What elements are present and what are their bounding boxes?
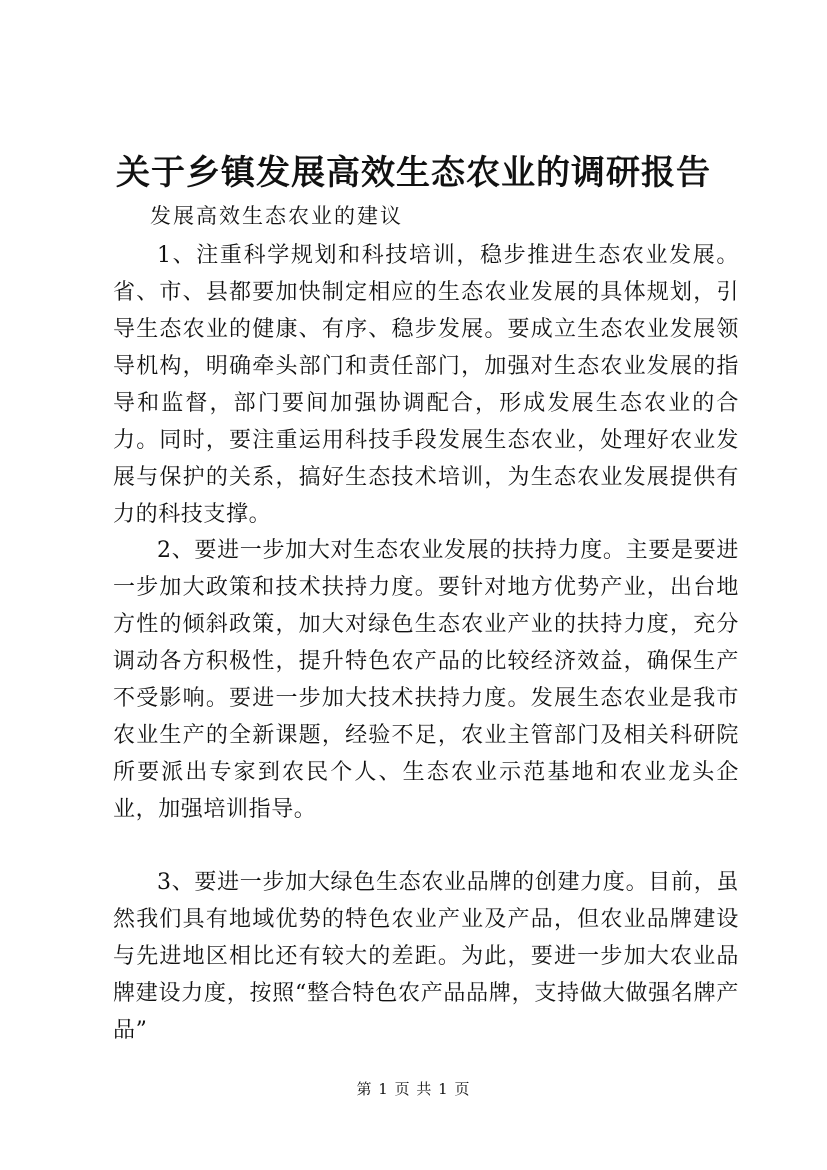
paragraph-1: 1、注重科学规划和科技培训，稳步推进生态农业发展。省、市、县都要加快制定相应的生态农业发展的具体规划，引导生态农业的健康、有序、稳步发展。要成立生态农业发展领导机构，明确牵头部门和责任部门，加强对生态农业发展的指导和监督，部门要间加强协调配合，形成发展生态农业的合力。同时，要注重运用科技手段发展生态农业，处理好农业发展与保护的关系，搞好生态技术培训，为生态农业发展提供有力的科技支撑。 <box>113 243 739 527</box>
paragraph-3: 3、要进一步加大绿色生态农业品牌的创建力度。目前，虽然我们具有地域优势的特色农业产业及产品，但农业品牌建设与先进地区相比还有较大的差距。为此，要进一步加大农业品牌建设力度，按照“整合特色农产品品牌，支持做大做强名牌产品” <box>113 870 739 1043</box>
page-footer: 第 1 页 共 1 页 <box>356 1080 471 1098</box>
paragraph-1-block <box>113 237 739 533</box>
section-heading: 发展高效生态农业的建议 <box>150 204 403 228</box>
paragraph-2-block <box>113 532 739 828</box>
paragraph-2: 2、要进一步加大对生态农业发展的扶持力度。主要是要进一步加大政策和技术扶持力度。要针对地方优势产业，出台地方性的倾斜政策，加大对绿色生态农业产业的扶持力度，充分调动各方积极性，提升特色农产品的比较经济效益，确保生产不受影响。要进一步加大技术扶持力度。发展生态农业是我市农业生产的全新课题，经验不足，农业主管部门及相关科研院所要派出专家到农民个人、生态农业示范基地和农业龙头企业，加强培训指导。 <box>113 538 739 822</box>
paragraph-3-block <box>113 864 739 1049</box>
document-title: 关于乡镇发展高效生态农业的调研报告 <box>116 153 711 193</box>
